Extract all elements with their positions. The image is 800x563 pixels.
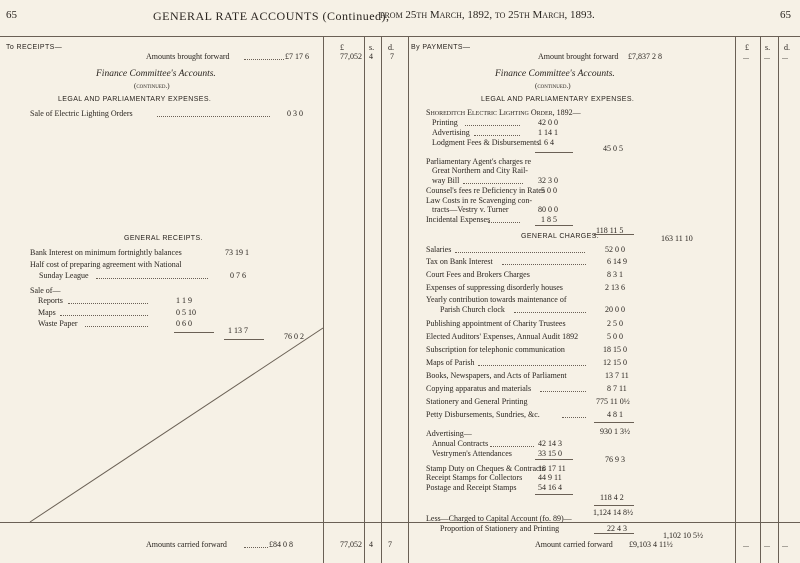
general-subtotal: 930 1 3½ (600, 427, 630, 436)
annual-label: Annual Contracts (432, 439, 489, 448)
sum-rule (535, 494, 573, 495)
bank-amount: 73 19 1 (225, 248, 249, 257)
law-amount: 80 0 0 (538, 205, 558, 214)
postage-label: Postage and Receipt Stamps (426, 483, 517, 492)
leader (60, 315, 148, 316)
counsel-amount: 5 0 0 (541, 186, 557, 195)
half-cost-label: Half cost of preparing agreement with National (30, 260, 182, 269)
maps-parish-label: Maps of Parish (426, 358, 475, 367)
payments-committee-title: Finance Committee's Accounts. (495, 69, 615, 79)
payments-heading: By PAYMENTS— (411, 44, 471, 51)
receipts-bf-pence: 7 (390, 52, 394, 61)
yearly-amount: 20 0 0 (605, 305, 625, 314)
payments-bf-pence: ... (782, 52, 788, 61)
reports-amount: 1 1 9 (176, 296, 192, 305)
less-amount: 22 4 3 (607, 524, 627, 533)
receipts-brought-forward-label: Amounts brought forward (146, 52, 230, 61)
leader (514, 312, 586, 313)
receipts-cf-pence: 7 (388, 540, 392, 549)
payments-brought-forward-label: Amount brought forward (538, 52, 619, 61)
copying-label: Copying apparatus and materials (426, 384, 532, 393)
receipts-bf-pounds: 77,052 (340, 52, 362, 61)
payments-cf-pence: ... (782, 540, 788, 549)
receipts-committee-sub: (continued.) (134, 82, 170, 90)
less-label: Proportion of Stationery and Printing (440, 524, 560, 533)
receipts-pounds-col: £ (340, 43, 344, 52)
lodgment-label: Lodgment Fees & Disbursements (432, 138, 540, 147)
advertising-total: 76 9 3 (605, 455, 625, 464)
advertising-label: Advertising (432, 128, 470, 137)
sale-of-label: Sale of— (30, 286, 61, 295)
leader (490, 446, 534, 447)
sum-rule (594, 234, 634, 235)
leader (244, 547, 268, 548)
leader (244, 59, 284, 60)
salaries-label: Salaries (426, 245, 452, 254)
auditors-label: Elected Auditors' Expenses, Annual Audit 1892 (426, 332, 579, 341)
stationery-amount: 775 11 0½ (596, 397, 630, 406)
yearly-label: Yearly contribution towards maintenance of (426, 295, 567, 304)
vestrymen-amount: 33 15 0 (538, 449, 562, 458)
leader (455, 252, 585, 253)
printing-label: Printing (432, 118, 458, 127)
telephonic-label: Subscription for telephonic communication (426, 345, 565, 354)
receipts-general-heading: GENERAL RECEIPTS. (124, 235, 203, 242)
payments-shillings-col: s. (765, 43, 771, 52)
receipts-committee-title: Finance Committee's Accounts. (96, 69, 216, 79)
petty-amount: 4 8 1 (607, 410, 623, 419)
disorderly-amount: 2 13 6 (605, 283, 625, 292)
sum-rule (535, 459, 573, 460)
counsel-label: Counsel's fees re Deficiency in Rates (426, 186, 545, 195)
petty-label: Petty Disbursements, Sundries, &c. (426, 410, 540, 419)
law-label: tracts—Vestry v. Turner (432, 205, 509, 214)
page-number-right: 65 (780, 9, 791, 21)
payments-carried-inner: £9,103 4 11½ (629, 540, 673, 549)
less-label: Less—Charged to Capital Account (fo. 89)— (426, 514, 572, 523)
tax-label: Tax on Bank Interest (426, 257, 493, 266)
leader (502, 264, 586, 265)
incidental-amount: 1 8 5 (541, 215, 557, 224)
page-title: GENERAL RATE ACCOUNTS (Continued), (153, 9, 390, 23)
leader (96, 278, 208, 279)
agent-label: Great Northern and City Rail- (432, 166, 528, 175)
receipts-heading: To RECEIPTS— (6, 44, 63, 51)
leader (488, 222, 520, 223)
net-total: 1,102 10 5½ (663, 531, 703, 540)
gross-total: 1,124 14 8½ (593, 508, 633, 517)
leader (465, 125, 520, 126)
half-cost-amount: 0 7 6 (230, 271, 246, 280)
leader (478, 365, 586, 366)
leader (540, 391, 586, 392)
payments-pence-col: d. (784, 43, 790, 52)
stamp-label: Stamp Duty on Cheques & Contracts (426, 464, 545, 473)
payments-legal-heading: LEGAL AND PARLIAMENTARY EXPENSES. (481, 96, 635, 103)
waste-label: Waste Paper (38, 319, 78, 328)
payments-committee-sub: (continued.) (535, 82, 571, 90)
receipts-carried-inner: £84 0 8 (269, 540, 293, 549)
advertising-amount: 1 14 1 (538, 128, 558, 137)
postage-amount: 54 16 4 (538, 483, 562, 492)
payments-bf-shillings: ... (764, 52, 770, 61)
receipt-amount: 44 9 11 (538, 473, 562, 482)
tax-amount: 6 14 9 (607, 257, 627, 266)
agent-label: Parliamentary Agent's charges re (426, 157, 532, 166)
payments-bf-pounds: ... (743, 52, 749, 61)
sum-rule (594, 422, 634, 423)
sum-rule (594, 505, 634, 506)
incidental-label: Incidental Expenses (426, 215, 491, 224)
payments-carried-label: Amount carried forward (535, 540, 613, 549)
receipts-legal-heading: LEGAL AND PARLIAMENTARY EXPENSES. (58, 96, 212, 103)
reports-label: Reports (38, 296, 63, 305)
shoreditch-total: 45 0 5 (603, 144, 623, 153)
receipts-brought-forward-inner: £7 17 6 (285, 52, 309, 61)
sum-rule (174, 332, 214, 333)
receipts-cf-pounds: 77,052 (340, 540, 362, 549)
publishing-label: Publishing appointment of Charity Trustees (426, 319, 566, 328)
salaries-amount: 52 0 0 (605, 245, 625, 254)
stamp-amount: 18 17 11 (538, 464, 566, 473)
page-number-left: 65 (6, 9, 17, 21)
telephonic-amount: 18 15 0 (603, 345, 627, 354)
printing-amount: 42 0 0 (538, 118, 558, 127)
law-label: Law Costs in re Scavenging con- (426, 196, 532, 205)
sum-rule (594, 533, 634, 534)
shoreditch-label: Shoreditch Electric Lighting Order, 1892— (426, 108, 581, 117)
receipts-bf-shillings: 4 (369, 52, 373, 61)
agent-amount: 32 3 0 (538, 176, 558, 185)
leader (463, 183, 523, 184)
sum-rule (535, 152, 573, 153)
maps-parish-amount: 12 15 0 (603, 358, 627, 367)
advertising-head: Advertising— (426, 429, 472, 438)
payments-general-heading: GENERAL CHARGES. (521, 233, 600, 240)
half-cost-label: Sunday League (39, 271, 89, 280)
lodgment-amount: 1 6 4 (538, 138, 554, 147)
leader (562, 417, 586, 418)
payments-brought-forward-inner: £7,837 2 8 (628, 52, 662, 61)
payments-cf-pounds: ... (743, 540, 749, 549)
leader (474, 135, 520, 136)
electric-amount: 0 3 0 (287, 109, 303, 118)
waste-amount: 0 6 0 (176, 319, 192, 328)
receipts-shillings-col: s. (369, 43, 375, 52)
court-amount: 8 3 1 (607, 270, 623, 279)
copying-amount: 8 7 11 (607, 384, 627, 393)
legal-total: 163 11 10 (661, 234, 693, 243)
stamps-total: 118 4 2 (600, 493, 624, 502)
court-label: Court Fees and Brokers Charges (426, 270, 530, 279)
maps-label: Maps (38, 308, 56, 317)
general-receipts-total: 76 0 2 (284, 332, 304, 341)
sale-total: 1 13 7 (228, 326, 248, 335)
receipts-pence-col: d. (388, 43, 394, 52)
payments-cf-shillings: ... (764, 540, 770, 549)
leader (157, 116, 270, 117)
disorderly-label: Expenses of suppressing disorderly houses (426, 283, 563, 292)
auditors-amount: 5 0 0 (607, 332, 623, 341)
books-label: Books, Newspapers, and Acts of Parliament (426, 371, 567, 380)
books-amount: 13 7 11 (605, 371, 629, 380)
leader (85, 326, 148, 327)
page-subtitle: from 25th March, 1892, to 25th March, 1893. (380, 9, 595, 21)
publishing-amount: 2 5 0 (607, 319, 623, 328)
receipts-carried-label: Amounts carried forward (146, 540, 227, 549)
electric-label: Sale of Electric Lighting Orders (30, 109, 133, 118)
leader (68, 303, 148, 304)
yearly-label: Parish Church clock (440, 305, 505, 314)
vestrymen-label: Vestrymen's Attendances (432, 449, 512, 458)
annual-amount: 42 14 3 (538, 439, 562, 448)
stationery-label: Stationery and General Printing (426, 397, 528, 406)
legal-subtotal: 118 11 5 (596, 226, 624, 235)
receipts-cf-shillings: 4 (369, 540, 373, 549)
agent-label: way Bill (432, 176, 460, 185)
payments-pounds-col: £ (745, 43, 749, 52)
maps-amount: 0 5 10 (176, 308, 196, 317)
bank-label: Bank Interest on minimum fortnightly balances (30, 248, 182, 257)
sum-rule (535, 225, 573, 226)
receipt-label: Receipt Stamps for Collectors (426, 473, 523, 482)
sum-rule (224, 339, 264, 340)
